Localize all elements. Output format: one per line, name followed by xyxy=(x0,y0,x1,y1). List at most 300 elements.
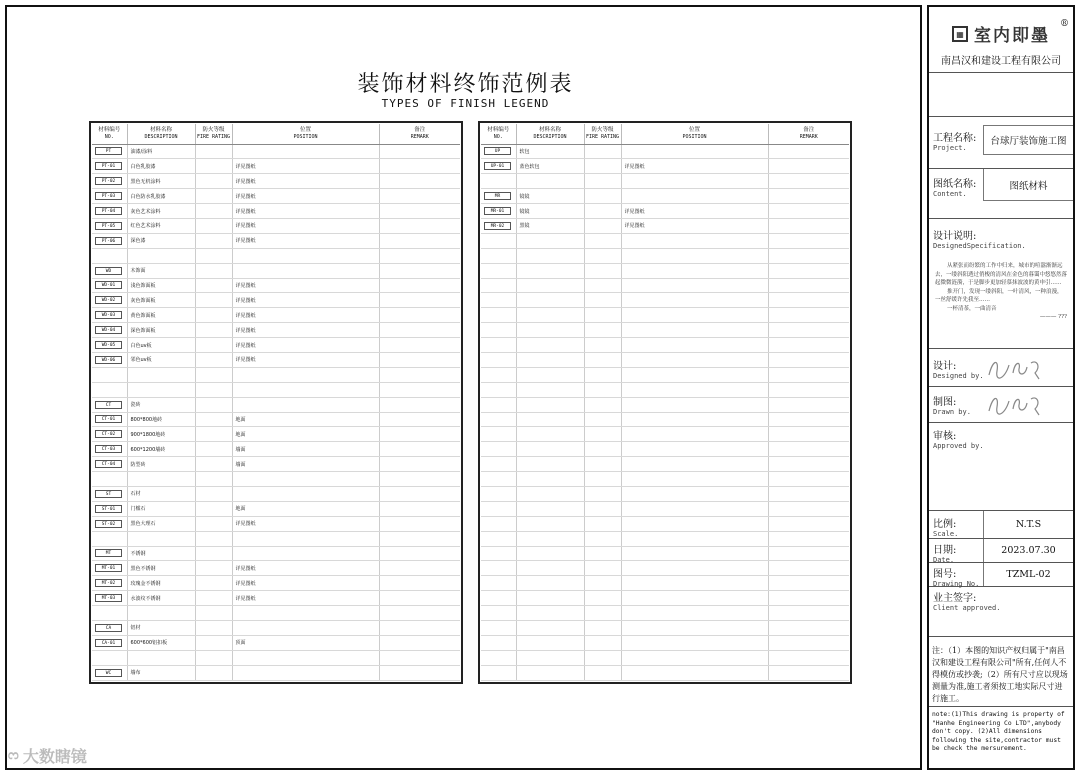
content-label-en: Content. xyxy=(933,190,967,198)
cell-pos xyxy=(232,397,379,412)
cell-desc xyxy=(516,486,584,501)
cell-code xyxy=(92,189,127,204)
table-row xyxy=(92,412,460,427)
note-en-row xyxy=(929,707,1073,768)
cell-code xyxy=(92,412,127,427)
material-code: MT-02 xyxy=(95,579,122,587)
col-header-fire-rating: 防火等级 FIRE RATING xyxy=(195,124,232,144)
cell-desc xyxy=(516,174,584,189)
cell-fire xyxy=(195,174,232,189)
cell-desc xyxy=(127,650,195,665)
cell-desc: 水波纹不锈钢 xyxy=(127,591,195,606)
cell-remark xyxy=(768,278,849,293)
cell-fire xyxy=(584,308,621,323)
material-code: WD-04 xyxy=(95,326,122,334)
cell-code xyxy=(481,218,516,233)
cell-remark xyxy=(379,665,460,680)
material-code: CT-04 xyxy=(95,460,122,468)
table-row xyxy=(92,591,460,606)
cell-code xyxy=(481,263,516,278)
cell-fire xyxy=(195,412,232,427)
cell-fire xyxy=(584,218,621,233)
cell-fire xyxy=(584,144,621,159)
cell-fire xyxy=(195,382,232,397)
cell-desc: 木饰面 xyxy=(127,263,195,278)
col-header-position: 位置 POSITION xyxy=(621,124,768,144)
legend-table-right xyxy=(478,121,852,684)
material-code: PT-05 xyxy=(95,222,122,230)
cell-fire xyxy=(195,367,232,382)
cell-desc xyxy=(516,635,584,650)
cell-desc xyxy=(516,352,584,367)
table-row xyxy=(481,606,849,621)
cell-pos xyxy=(621,308,768,323)
cell-code xyxy=(92,367,127,382)
cell-desc: 深色饰面板 xyxy=(127,323,195,338)
cell-remark xyxy=(768,338,849,353)
designed-label: 设计: xyxy=(933,361,957,372)
cell-fire xyxy=(584,174,621,189)
cell-remark xyxy=(379,323,460,338)
cell-code xyxy=(92,144,127,159)
cell-fire xyxy=(584,591,621,606)
cell-pos: 详见图纸 xyxy=(232,323,379,338)
cell-remark xyxy=(379,189,460,204)
material-code: MT-03 xyxy=(95,594,122,602)
table-row xyxy=(92,650,460,665)
cell-pos: 详见图纸 xyxy=(232,293,379,308)
cell-code xyxy=(92,531,127,546)
cell-remark xyxy=(768,367,849,382)
cell-fire xyxy=(195,204,232,219)
cell-remark xyxy=(768,427,849,442)
cell-desc xyxy=(516,665,584,680)
project-label-en: Project. xyxy=(933,144,967,152)
cell-fire xyxy=(584,204,621,219)
spec-text-2: 推开门，发现一缕斜阳，一叶清风，一种浪漫，一丝舒缓许先我至…… xyxy=(935,288,1063,303)
table-row xyxy=(92,293,460,308)
table-row xyxy=(481,338,849,353)
cell-code xyxy=(481,501,516,516)
cell-fire xyxy=(195,248,232,263)
drawer-signature xyxy=(985,389,1045,424)
table-row xyxy=(481,665,849,680)
col-header-description: 材料名称 DESCRIPTION xyxy=(127,124,195,144)
cell-code xyxy=(92,442,127,457)
table-row xyxy=(92,263,460,278)
cell-remark xyxy=(768,531,849,546)
cell-pos xyxy=(621,412,768,427)
cell-code xyxy=(481,338,516,353)
cell-desc xyxy=(516,397,584,412)
cell-pos xyxy=(621,635,768,650)
cell-fire xyxy=(584,293,621,308)
table-row xyxy=(92,189,460,204)
cell-code xyxy=(481,561,516,576)
cell-remark xyxy=(768,457,849,472)
cell-pos xyxy=(621,576,768,591)
material-code: WC xyxy=(95,669,122,677)
cell-fire xyxy=(584,263,621,278)
cell-desc: 石材 xyxy=(127,486,195,501)
cell-desc xyxy=(516,233,584,248)
cell-code xyxy=(92,472,127,487)
cell-code xyxy=(92,352,127,367)
cell-fire xyxy=(584,635,621,650)
cell-desc: 铝材 xyxy=(127,621,195,636)
cell-pos: 详见图纸 xyxy=(232,204,379,219)
table-row xyxy=(481,218,849,233)
cell-pos: 详见图纸 xyxy=(621,204,768,219)
table-row xyxy=(92,204,460,219)
col-header-no: 材料编号 NO. xyxy=(92,124,127,144)
cell-desc xyxy=(516,472,584,487)
cell-pos xyxy=(621,486,768,501)
cell-fire xyxy=(195,397,232,412)
cell-pos xyxy=(621,531,768,546)
cell-fire xyxy=(195,561,232,576)
cell-code xyxy=(481,233,516,248)
cell-pos: 详见图纸 xyxy=(232,189,379,204)
cell-desc: 红色艺术涂料 xyxy=(127,218,195,233)
cell-fire xyxy=(195,233,232,248)
cell-pos xyxy=(621,472,768,487)
cell-pos xyxy=(621,591,768,606)
cell-code xyxy=(481,174,516,189)
cell-fire xyxy=(195,144,232,159)
client-label-en: Client approved. xyxy=(933,604,1001,612)
cell-remark xyxy=(379,561,460,576)
table-row xyxy=(92,621,460,636)
cell-desc xyxy=(516,546,584,561)
cell-code xyxy=(481,189,516,204)
cell-pos xyxy=(621,189,768,204)
table-row xyxy=(92,561,460,576)
cell-pos xyxy=(621,323,768,338)
cell-code xyxy=(92,591,127,606)
cell-desc: 门槛石 xyxy=(127,501,195,516)
cell-pos xyxy=(621,278,768,293)
col-header-position: 位置 POSITION xyxy=(232,124,379,144)
cell-fire xyxy=(195,501,232,516)
table-row xyxy=(481,204,849,219)
cell-code xyxy=(92,159,127,174)
table-row xyxy=(481,516,849,531)
cell-desc: 黄色饰面板 xyxy=(127,308,195,323)
cell-pos xyxy=(621,457,768,472)
cell-pos xyxy=(621,501,768,516)
cell-code xyxy=(481,412,516,427)
cell-remark xyxy=(379,442,460,457)
cell-desc xyxy=(516,591,584,606)
spec-row xyxy=(929,219,1073,349)
cell-remark xyxy=(768,397,849,412)
cell-pos: 详见图纸 xyxy=(232,576,379,591)
cell-remark xyxy=(768,665,849,680)
cell-desc: 黑色大理石 xyxy=(127,516,195,531)
cell-remark xyxy=(379,486,460,501)
legend-title-cn: 装饰材料终饰范例表 xyxy=(357,72,574,97)
scale-label: 比例: xyxy=(933,519,957,530)
cell-remark xyxy=(768,606,849,621)
table-row xyxy=(92,531,460,546)
cell-pos: 详见图纸 xyxy=(232,278,379,293)
cell-code xyxy=(481,472,516,487)
table-row xyxy=(481,442,849,457)
cell-remark xyxy=(379,352,460,367)
cell-remark xyxy=(379,174,460,189)
approved-row xyxy=(929,423,1073,511)
table-row xyxy=(481,159,849,174)
cell-desc: 不锈钢 xyxy=(127,546,195,561)
table-row xyxy=(481,546,849,561)
cell-desc: 900*1800地砖 xyxy=(127,427,195,442)
cell-remark xyxy=(379,204,460,219)
cell-remark xyxy=(768,546,849,561)
scale-row xyxy=(929,511,1073,539)
cell-pos: 地面 xyxy=(232,501,379,516)
cell-desc: 瓷砖 xyxy=(127,397,195,412)
cell-pos: 墙面 xyxy=(232,442,379,457)
table-row xyxy=(92,472,460,487)
cell-desc: 灰色饰面板 xyxy=(127,293,195,308)
material-code: ST xyxy=(95,490,122,498)
table-row xyxy=(92,516,460,531)
company-name: 南昌汉和建设工程有限公司 xyxy=(941,56,1061,67)
cell-pos xyxy=(621,665,768,680)
cell-remark xyxy=(768,650,849,665)
cell-fire xyxy=(584,606,621,621)
cell-fire xyxy=(584,427,621,442)
cell-fire xyxy=(195,218,232,233)
table-row xyxy=(92,308,460,323)
cell-remark xyxy=(379,531,460,546)
table-row xyxy=(481,621,849,636)
cell-fire xyxy=(584,472,621,487)
cell-code xyxy=(92,248,127,263)
content-value: 图纸材料 xyxy=(983,169,1073,201)
table-header-row xyxy=(92,124,460,144)
material-code: MR-02 xyxy=(484,222,511,230)
table-row xyxy=(481,278,849,293)
spec-text-1: 从紧张而纷繁的工作中归来，城市的喧嚣渐渐远去，一缕斜阳透过俏梭的清风在金色的暮霭中悠悠然落起微微涟漪，于是脚步更加轻慕抹波波的黄申引…… xyxy=(935,263,1068,286)
table-row xyxy=(481,501,849,516)
material-code: MT-01 xyxy=(95,564,122,572)
cell-fire xyxy=(195,650,232,665)
cell-fire xyxy=(584,233,621,248)
cell-remark xyxy=(768,382,849,397)
cell-desc xyxy=(516,248,584,263)
table-header-row xyxy=(481,124,849,144)
spec-text-4: ——— ??? xyxy=(1039,314,1067,320)
cell-pos: 详见图纸 xyxy=(232,218,379,233)
cell-desc xyxy=(516,278,584,293)
cell-remark xyxy=(768,442,849,457)
cell-remark xyxy=(379,397,460,412)
cell-desc xyxy=(516,606,584,621)
cell-pos: 顶面 xyxy=(232,635,379,650)
cell-desc xyxy=(516,457,584,472)
cell-code xyxy=(92,665,127,680)
cell-desc xyxy=(127,382,195,397)
cell-desc xyxy=(516,323,584,338)
drawing-frame xyxy=(5,5,922,770)
cell-desc: 白色乳胶漆 xyxy=(127,159,195,174)
cell-fire xyxy=(584,367,621,382)
cell-fire xyxy=(584,650,621,665)
material-code: MR xyxy=(484,192,511,200)
cell-code xyxy=(92,293,127,308)
material-code: UP-01 xyxy=(484,162,511,170)
table-row xyxy=(92,635,460,650)
cell-desc xyxy=(516,263,584,278)
cell-desc xyxy=(516,367,584,382)
table-row xyxy=(481,323,849,338)
cell-remark xyxy=(379,293,460,308)
cell-code xyxy=(92,576,127,591)
cell-pos xyxy=(621,352,768,367)
cell-fire xyxy=(584,248,621,263)
cell-code xyxy=(481,248,516,263)
cell-desc xyxy=(516,501,584,516)
table-row xyxy=(481,412,849,427)
cell-code xyxy=(481,427,516,442)
cell-desc: 黑色无机涂料 xyxy=(127,174,195,189)
cell-remark xyxy=(379,338,460,353)
date-label-en: Date. xyxy=(933,556,955,564)
cell-fire xyxy=(584,352,621,367)
spec-label: 设计说明: xyxy=(933,231,977,242)
cell-remark xyxy=(379,248,460,263)
logo-text: 室内即墨 xyxy=(974,26,1050,46)
cell-remark xyxy=(379,635,460,650)
cell-remark xyxy=(379,382,460,397)
material-code: PT-01 xyxy=(95,162,122,170)
cell-fire xyxy=(195,323,232,338)
cell-pos: 地面 xyxy=(232,427,379,442)
cell-remark xyxy=(768,486,849,501)
cell-remark xyxy=(379,144,460,159)
cell-code xyxy=(92,635,127,650)
designed-row xyxy=(929,349,1073,387)
cell-fire xyxy=(195,278,232,293)
cell-fire xyxy=(195,338,232,353)
cell-remark xyxy=(768,263,849,278)
cell-fire xyxy=(584,382,621,397)
table-row xyxy=(92,606,460,621)
cell-remark xyxy=(768,218,849,233)
col-header-fire-rating: 防火等级 FIRE RATING xyxy=(584,124,621,144)
material-code: CT xyxy=(95,401,122,409)
cell-pos xyxy=(232,665,379,680)
table-row xyxy=(92,278,460,293)
logo-mark-icon: ▦ xyxy=(952,26,968,42)
table-row xyxy=(481,189,849,204)
cell-desc: 灰色艺术涂料 xyxy=(127,204,195,219)
cell-desc xyxy=(516,412,584,427)
material-code: PT xyxy=(95,147,122,155)
cell-remark xyxy=(768,472,849,487)
cell-code xyxy=(481,144,516,159)
logo-area xyxy=(929,7,1073,73)
cell-pos xyxy=(232,531,379,546)
cell-code xyxy=(481,323,516,338)
cell-pos: 详见图纸 xyxy=(621,218,768,233)
cell-code xyxy=(92,218,127,233)
cell-pos: 详见图纸 xyxy=(232,308,379,323)
cell-fire xyxy=(195,606,232,621)
cell-fire xyxy=(584,278,621,293)
cell-desc xyxy=(516,442,584,457)
date-label: 日期: xyxy=(933,545,957,556)
table-row xyxy=(481,561,849,576)
cell-fire xyxy=(584,412,621,427)
cell-remark xyxy=(768,204,849,219)
cell-pos xyxy=(621,442,768,457)
cell-desc: 软包 xyxy=(516,144,584,159)
cell-code xyxy=(92,621,127,636)
scale-value: N.T.S xyxy=(983,511,1073,538)
material-code: PT-04 xyxy=(95,207,122,215)
cell-code xyxy=(92,501,127,516)
cell-fire xyxy=(195,665,232,680)
col-header-remark: 备注 REMARK xyxy=(768,124,849,144)
table-row xyxy=(92,665,460,680)
cell-code xyxy=(92,174,127,189)
watermark xyxy=(8,744,87,767)
table-row xyxy=(481,293,849,308)
col-header-remark: 备注 REMARK xyxy=(379,124,460,144)
material-code: CT-03 xyxy=(95,445,122,453)
table-row xyxy=(481,472,849,487)
cell-remark xyxy=(379,412,460,427)
cell-code xyxy=(481,516,516,531)
cell-desc xyxy=(516,576,584,591)
material-code: UP xyxy=(484,147,511,155)
content-label: 图纸名称: xyxy=(933,179,977,190)
client-row xyxy=(929,587,1073,637)
cell-desc xyxy=(516,650,584,665)
material-code: MT xyxy=(95,549,122,557)
cell-pos xyxy=(232,486,379,501)
drawn-label-en: Drawn by. xyxy=(933,408,971,416)
cell-pos xyxy=(621,233,768,248)
cell-fire xyxy=(584,457,621,472)
table-row xyxy=(92,248,460,263)
cell-remark xyxy=(768,233,849,248)
cell-fire xyxy=(195,531,232,546)
cell-remark xyxy=(379,218,460,233)
note-en: note:(1)This drawing is property of "Hanhe Engineering Co LTD",anybody don't copy. (2)All dimensions following the site,contractor must be check the mersurement. xyxy=(932,711,1065,752)
material-code: WD-05 xyxy=(95,341,122,349)
cell-pos xyxy=(621,397,768,412)
cell-desc xyxy=(516,293,584,308)
cell-remark xyxy=(768,323,849,338)
content-row xyxy=(929,169,1073,219)
cell-desc xyxy=(516,531,584,546)
cell-pos: 详见图纸 xyxy=(232,159,379,174)
cell-desc: 浅色饰面板 xyxy=(127,278,195,293)
cell-remark xyxy=(768,501,849,516)
table-row xyxy=(481,531,849,546)
cell-remark xyxy=(379,308,460,323)
cell-remark xyxy=(768,189,849,204)
cell-code xyxy=(92,457,127,472)
table-row xyxy=(92,501,460,516)
table-row xyxy=(92,427,460,442)
cell-remark xyxy=(379,606,460,621)
cell-code xyxy=(481,591,516,606)
